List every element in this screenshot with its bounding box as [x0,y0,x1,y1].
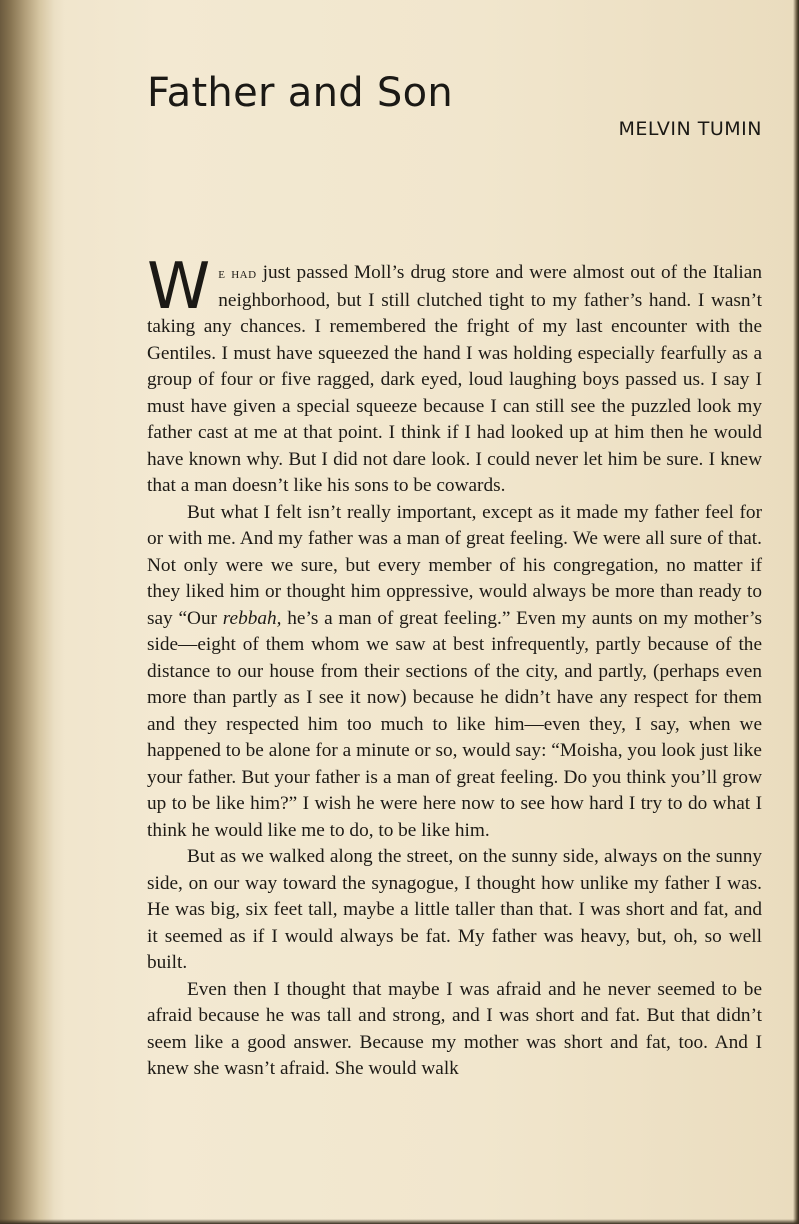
drop-cap: W [147,250,211,324]
opening-words: e had [218,265,257,282]
italic-word: rebbah, [222,607,282,629]
paragraph-1 [147,250,762,500]
paragraph-2 [147,500,762,845]
page-right-edge [793,0,799,1224]
paragraph-1-text: just passed Moll’s drug store and were almost out of the Italian neighborhood, but I still clutched tight to my father’s hand. I wasn’t taking any chances. I remembered the fright of my last encounter with the Gentiles. I must have squeezed the hand I was holding especially fearfully as a group of four or five ragged, dark eyed, loud laughing boys passed us. I say I must have given a special squeeze because I can still see the puzzled look my father cast at me at that point. I think if I had looked up at him then he would have known why. But I did not dare look. I could never let him be sure. I knew that a man doesn’t like his sons to be cowards. [147,262,762,496]
paragraph-2-text-b: he’s a man of great feeling.” Even my aunts on my mother’s side—eight of them whom we saw at best infrequently, partly because of the distance to our house from their sections of the city, and partly, (perhaps even more than partly as I see it now) because he didn’t have any respect for them and they respected him too much to like him—even they, I say, when we happened to be alone for a minute or so, would say: “Moisha, you look just like your father. But your father is a man of great feeling. Do you think you’ll grow up to be like him?” I wish he were here now to see how hard I try to do what I think he would like me to do, to be like him. [147,607,762,841]
story-body [147,250,762,1083]
chapter-title: Father and Son [147,70,454,116]
paragraph-3: But as we walked along the street, on the sunny side, always on the sunny side, on our way toward the synagogue, I thought how unlike my father I was. He was big, six feet tall, maybe a little taller than that. I was short and fat, and it seemed as if I would always be fat. My father was heavy, but, oh, so well built. [147,846,762,973]
page-bottom-edge [0,1219,799,1224]
author-name: MELVIN TUMIN [618,118,762,140]
paragraph-4: Even then I thought that maybe I was afraid and he never seemed to be afraid because he was tall and strong, and I was short and fat. But that didn’t seem like a good answer. Because my mother was short and fat, too. And I knew she wasn’t afraid. She would walk [147,978,762,1079]
paragraph-2-text-a: But what I felt isn’t really important, except as it made my father feel for or with me. And my father was a man of great feeling. We were all sure of that. Not only were we sure, but every member of his congregation, no matter if they liked him or thought him oppressive, would always be more than ready to say “Our [147,501,762,629]
book-spine-shadow [0,0,64,1224]
